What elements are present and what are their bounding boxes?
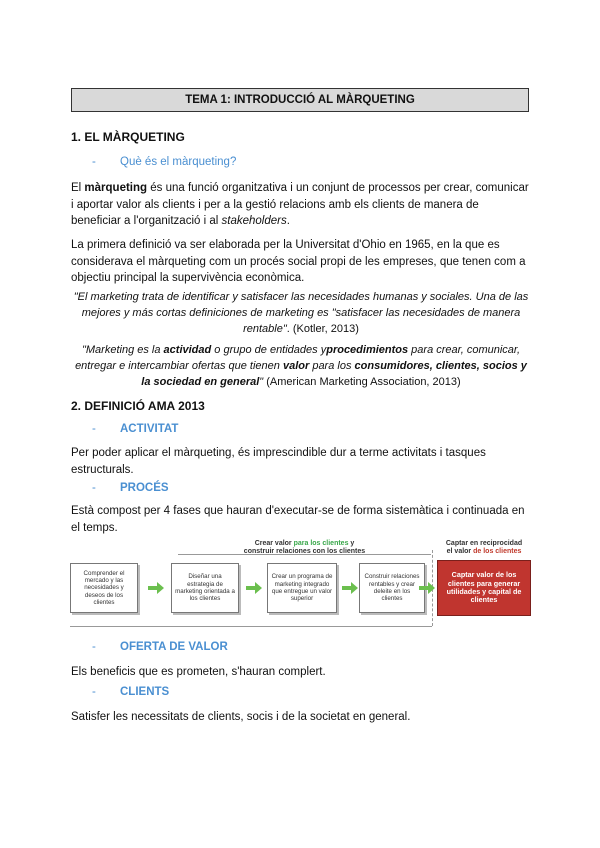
item-text-proces: Està compost per 4 fases que hauran d'executar-se de forma sistemàtica i continuada en el temps.	[71, 505, 525, 534]
diagram-step-4: Construir relaciones rentables y crear deleite en los clientes	[359, 563, 425, 613]
item-text-clients: Satisfer les necessitats de clients, socis i de la societat en general.	[71, 711, 411, 723]
diagram-step-2: Diseñar una estrategia de marketing orientada a los clientes	[171, 563, 239, 613]
arrow-right-icon	[148, 582, 164, 594]
section-2-heading: 2. DEFINICIÓ AMA 2013	[71, 399, 205, 413]
subheading-text: Què és el màrqueting?	[120, 156, 237, 168]
diagram-step-3: Crear un programa de marketing integrado que entregue un valor superior	[267, 563, 337, 613]
item-label-clients: - CLIENTS	[92, 686, 170, 698]
section-1-heading: 1. EL MÀRQUETING	[71, 130, 185, 144]
quote-ama: "Marketing es la actividad o grupo de entidades yprocedimientos para crear, comunicar, entregar e intercambiar ofertas que tienen valor para los consumidores, clientes, socios y la sociedad en general" (American Marketing Association, 2013)	[75, 344, 527, 388]
diagram-caption-right: Captar en reciprocidad el valor de los clientes	[445, 540, 523, 555]
subheading-what-is-marketing	[92, 156, 236, 168]
item-label-proces: - PROCÉS	[92, 482, 169, 494]
bullet-dash: -	[92, 686, 96, 698]
item-text-oferta-de-valor: Els beneficis que es prometen, s'hauran complert.	[71, 666, 326, 678]
diagram-step-1: Comprender el mercado y las necesidades y deseos de los clientes	[70, 563, 138, 613]
arrow-right-icon	[419, 582, 435, 594]
bullet-dash: -	[92, 641, 96, 653]
document-title: TEMA 1: INTRODUCCIÓ AL MÀRQUETING	[71, 88, 529, 112]
item-text-activitat: Per poder aplicar el màrqueting, és imprescindible dur a terme activitats i tasques estructurals.	[71, 447, 486, 476]
diagram-bracket-top	[178, 554, 431, 559]
arrow-right-icon	[342, 582, 358, 594]
arrow-right-icon	[246, 582, 262, 594]
diagram-bracket-bottom	[70, 622, 432, 627]
paragraph-history: La primera definició va ser elaborada per la Universitat d'Ohio en 1965, en la que es considerava el màrqueting com un procés social propi de les empreses, que tenen com a objectiu principal la supervivència econòmica.	[71, 239, 526, 284]
bullet-dash: -	[92, 156, 96, 168]
paragraph-definition: El màrqueting és una funció organitzativa i un conjunt de processos per crear, comunicar i aportar valor als clients i per a la gestió relacions amb els clients de manera de beneficiar a l'organització i al stakeholders.	[71, 182, 529, 227]
item-label-activitat: - ACTIVITAT	[92, 423, 179, 435]
diagram-final-step: Captar valor de los clientes para generar utilidades y capital de clientes	[437, 560, 531, 616]
bullet-dash: -	[92, 482, 96, 494]
marketing-process-diagram	[70, 540, 532, 630]
item-label-oferta-de-valor: - OFERTA DE VALOR	[92, 641, 228, 653]
quote-kotler: "El marketing trata de identificar y satisfacer las necesidades humanas y sociales. Una de las mejores y más cortas definiciones de marketing es "satisfacer las necesidades de manera rentable". (Kotler, 2013)	[73, 291, 529, 335]
diagram-caption-left: Crear valor para los clientes y construir relaciones con los clientes	[243, 540, 366, 555]
bullet-dash: -	[92, 423, 96, 435]
